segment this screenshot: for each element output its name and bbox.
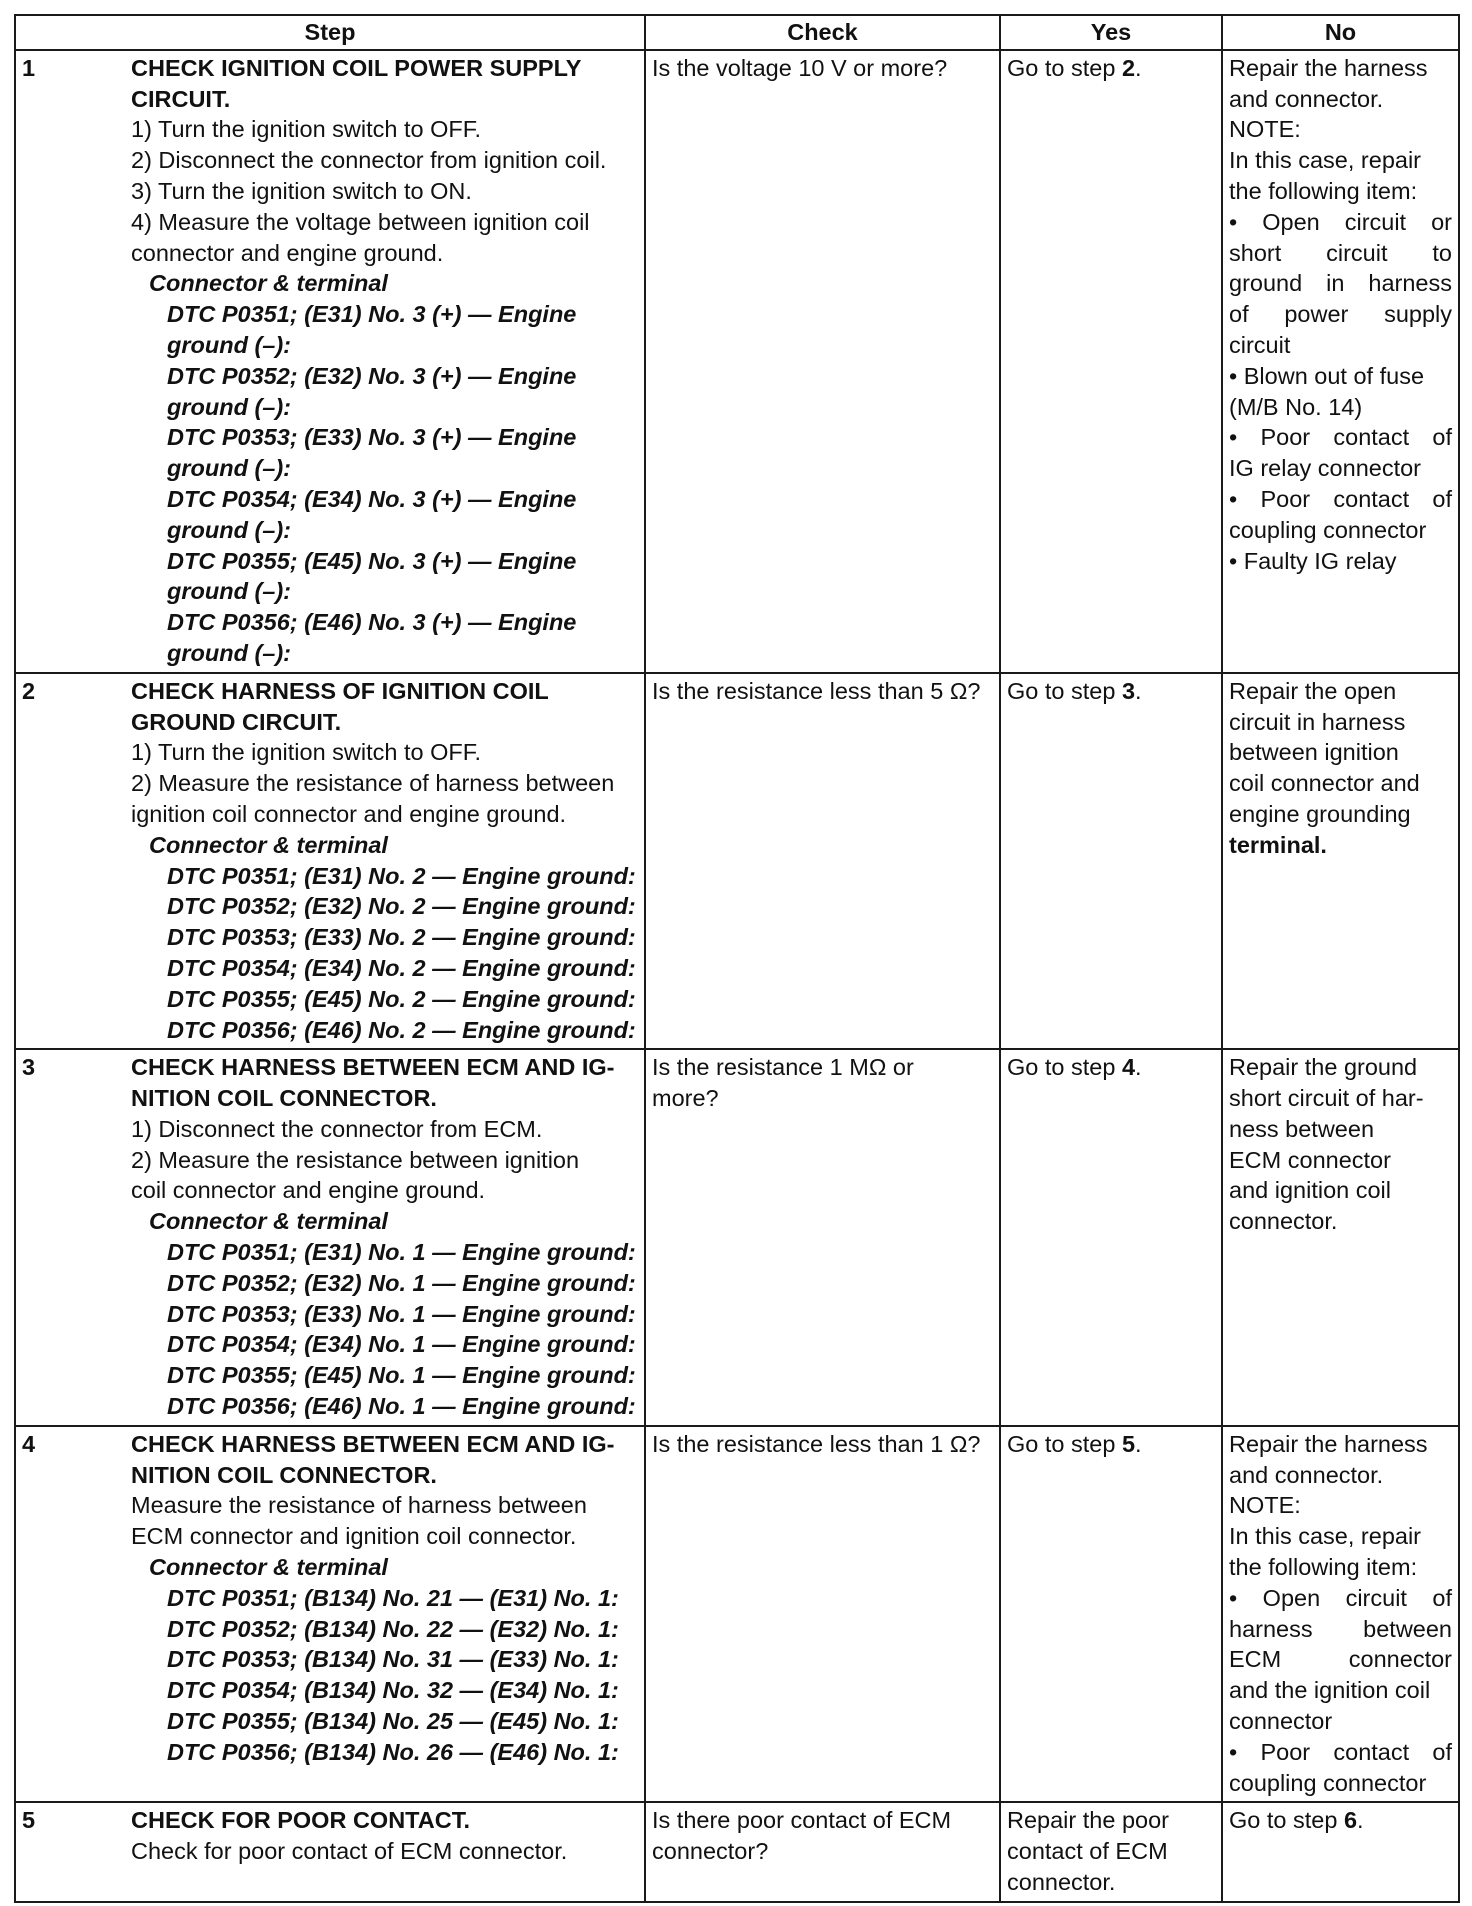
no-line: • Blown out of fuse: [1229, 362, 1425, 389]
check-cell: [645, 1049, 1000, 1426]
no-text: Go to step: [1229, 1807, 1344, 1834]
header-row: [15, 15, 1459, 50]
table-row: [15, 673, 1459, 1050]
yes-step-number: 3: [1121, 677, 1136, 704]
yes-text: Go to step: [1007, 1054, 1122, 1081]
connector-terminal-heading: Connector & terminal: [149, 1554, 388, 1581]
no-line: In this case, repair: [1229, 1523, 1422, 1550]
yes-suffix: .: [1135, 54, 1142, 81]
dtc-line: DTC P0353; (E33) No. 2 — Engine ground:: [167, 924, 636, 951]
yes-cell: [1000, 1802, 1222, 1901]
no-line: Repair the harness: [1229, 1430, 1428, 1457]
step-instruction: 2) Disconnect the connector from ignition coil.: [131, 147, 607, 174]
step-instruction: 1) Turn the ignition switch to OFF.: [131, 739, 482, 766]
no-line: and connector.: [1229, 85, 1384, 112]
step-number: 4: [15, 1426, 125, 1803]
step-instruction: 3) Turn the ignition switch to ON.: [131, 177, 472, 204]
dtc-line: ground (–):: [167, 639, 291, 666]
no-cell: [1222, 50, 1459, 673]
no-line: of power supply: [1229, 301, 1452, 328]
dtc-line: DTC P0353; (E33) No. 3 (+) — Engine: [167, 424, 577, 451]
no-line: ECM connector: [1229, 1646, 1452, 1673]
no-cell: [1222, 1802, 1459, 1901]
no-line: ECM connector: [1229, 1146, 1391, 1173]
dtc-line: DTC P0352; (E32) No. 2 — Engine ground:: [167, 893, 636, 920]
connector-terminal-heading: Connector & terminal: [149, 831, 388, 858]
yes-suffix: .: [1135, 1054, 1142, 1081]
step-title: CHECK IGNITION COIL POWER SUPPLY: [131, 54, 582, 81]
step-title: NITION COIL CONNECTOR.: [131, 1085, 437, 1112]
dtc-line: ground (–):: [167, 331, 291, 358]
step-cell: [125, 50, 645, 673]
yes-step-number: 2: [1121, 54, 1136, 81]
dtc-line: DTC P0351; (E31) No. 3 (+) — Engine: [167, 301, 577, 328]
no-line: coil connector and: [1229, 770, 1420, 797]
table-row: [15, 50, 1459, 673]
step-title: CHECK HARNESS BETWEEN ECM AND IG-: [131, 1054, 615, 1081]
yes-suffix: .: [1135, 677, 1142, 704]
no-line: NOTE:: [1229, 1492, 1301, 1519]
dtc-line: DTC P0356; (E46) No. 2 — Engine ground:: [167, 1016, 636, 1043]
no-line: and connector.: [1229, 1461, 1384, 1488]
header-check: Check: [645, 15, 1000, 50]
check-line: Is the resistance 1 MΩ or: [652, 1054, 914, 1081]
no-line: coupling connector: [1229, 516, 1427, 543]
no-line: IG relay connector: [1229, 455, 1422, 482]
check-line: more?: [652, 1085, 719, 1112]
yes-line: Repair the poor: [1007, 1807, 1169, 1834]
dtc-line: DTC P0351; (E31) No. 1 — Engine ground:: [167, 1239, 636, 1266]
no-line: engine grounding: [1229, 800, 1411, 827]
no-suffix: .: [1357, 1807, 1364, 1834]
step-instruction: ignition coil connector and engine ground.: [131, 800, 567, 827]
no-line: the following item:: [1229, 1554, 1418, 1581]
yes-cell: [1000, 1426, 1222, 1803]
no-line: harness between: [1229, 1615, 1452, 1642]
check-cell: Is the voltage 10 V or more?: [645, 50, 1000, 673]
no-line: the following item:: [1229, 177, 1418, 204]
no-cell: [1222, 1426, 1459, 1803]
dtc-line: ground (–):: [167, 516, 291, 543]
step-title: CHECK HARNESS OF IGNITION COIL: [131, 677, 549, 704]
header-yes: Yes: [1000, 15, 1222, 50]
check-line: connector?: [652, 1838, 769, 1865]
dtc-line: ground (–):: [167, 393, 291, 420]
yes-cell: [1000, 673, 1222, 1050]
no-line: short circuit to: [1229, 239, 1452, 266]
check-cell: [645, 1802, 1000, 1901]
dtc-line: DTC P0355; (B134) No. 25 — (E45) No. 1:: [167, 1708, 619, 1735]
table-row: [15, 1802, 1459, 1901]
no-line: In this case, repair: [1229, 147, 1422, 174]
no-line: and the ignition coil: [1229, 1677, 1431, 1704]
dtc-line: DTC P0355; (E45) No. 1 — Engine ground:: [167, 1362, 636, 1389]
yes-text: Go to step: [1007, 1430, 1122, 1457]
dtc-line: DTC P0354; (E34) No. 2 — Engine ground:: [167, 954, 636, 981]
step-instruction: 4) Measure the voltage between ignition coil: [131, 208, 590, 235]
yes-text: Go to step: [1007, 54, 1122, 81]
no-step-number: 6: [1343, 1807, 1358, 1834]
step-instruction: ECM connector and ignition coil connector.: [131, 1523, 577, 1550]
no-line: terminal.: [1229, 831, 1327, 858]
dtc-line: DTC P0351; (B134) No. 21 — (E31) No. 1:: [167, 1584, 619, 1611]
no-line: short circuit of har-: [1229, 1085, 1424, 1112]
no-line: between ignition: [1229, 739, 1399, 766]
no-line: circuit in harness: [1229, 708, 1406, 735]
no-line: connector.: [1229, 1208, 1338, 1235]
connector-terminal-heading: Connector & terminal: [149, 1208, 388, 1235]
no-line: NOTE:: [1229, 116, 1301, 143]
step-title: CHECK FOR POOR CONTACT.: [131, 1807, 471, 1834]
yes-cell: [1000, 50, 1222, 673]
header-no: No: [1222, 15, 1459, 50]
no-line: Repair the harness: [1229, 54, 1428, 81]
step-instruction: connector and engine ground.: [131, 239, 444, 266]
dtc-line: DTC P0355; (E45) No. 2 — Engine ground:: [167, 985, 636, 1012]
step-title: CHECK HARNESS BETWEEN ECM AND IG-: [131, 1430, 615, 1457]
no-line: ness between: [1229, 1115, 1375, 1142]
step-instruction: 2) Measure the resistance between ignition: [131, 1146, 580, 1173]
yes-cell: [1000, 1049, 1222, 1426]
dtc-line: DTC P0356; (E46) No. 1 — Engine ground:: [167, 1393, 636, 1420]
step-instruction: 1) Disconnect the connector from ECM.: [131, 1115, 543, 1142]
yes-step-number: 5: [1121, 1430, 1136, 1457]
dtc-line: DTC P0354; (E34) No. 1 — Engine ground:: [167, 1331, 636, 1358]
dtc-line: DTC P0352; (E32) No. 3 (+) — Engine: [167, 362, 577, 389]
no-line: • Open circuit of: [1229, 1584, 1452, 1611]
step-cell: [125, 1426, 645, 1803]
no-line: Repair the ground: [1229, 1054, 1418, 1081]
dtc-line: DTC P0352; (B134) No. 22 — (E32) No. 1:: [167, 1615, 619, 1642]
step-number: 2: [15, 673, 125, 1050]
no-line: • Poor contact of: [1229, 485, 1452, 512]
step-instruction: Measure the resistance of harness between: [131, 1492, 587, 1519]
connector-terminal-heading: Connector & terminal: [149, 270, 388, 297]
no-cell: [1222, 673, 1459, 1050]
step-number: 5: [15, 1802, 125, 1901]
dtc-line: DTC P0351; (E31) No. 2 — Engine ground:: [167, 862, 636, 889]
yes-line: contact of ECM: [1007, 1838, 1168, 1865]
step-title: GROUND CIRCUIT.: [131, 708, 342, 735]
yes-line: connector.: [1007, 1869, 1116, 1896]
no-line: circuit: [1229, 331, 1291, 358]
no-line: • Open circuit or: [1229, 208, 1452, 235]
check-cell: Is the resistance less than 1 Ω?: [645, 1426, 1000, 1803]
no-cell: [1222, 1049, 1459, 1426]
dtc-line: DTC P0354; (E34) No. 3 (+) — Engine: [167, 485, 577, 512]
dtc-line: DTC P0354; (B134) No. 32 — (E34) No. 1:: [167, 1677, 619, 1704]
step-instruction: 2) Measure the resistance of harness between: [131, 770, 615, 797]
no-line: and ignition coil: [1229, 1177, 1391, 1204]
check-cell: Is the resistance less than 5 Ω?: [645, 673, 1000, 1050]
step-cell: [125, 1049, 645, 1426]
no-line: • Poor contact of: [1229, 1738, 1452, 1765]
table-row: [15, 1426, 1459, 1803]
step-instruction: Check for poor contact of ECM connector.: [131, 1838, 568, 1865]
step-title: CIRCUIT.: [131, 85, 231, 112]
no-line: ground in harness: [1229, 270, 1452, 297]
dtc-line: DTC P0353; (B134) No. 31 — (E33) No. 1:: [167, 1646, 619, 1673]
check-line: Is there poor contact of ECM: [652, 1807, 952, 1834]
dtc-line: DTC P0356; (E46) No. 3 (+) — Engine: [167, 609, 577, 636]
dtc-line: ground (–):: [167, 455, 291, 482]
dtc-line: ground (–):: [167, 578, 291, 605]
table-row: [15, 1049, 1459, 1426]
no-line: coupling connector: [1229, 1769, 1427, 1796]
diagnostic-table: [14, 14, 1460, 1903]
step-title: NITION COIL CONNECTOR.: [131, 1461, 437, 1488]
step-number: 1: [15, 50, 125, 673]
dtc-line: DTC P0355; (E45) No. 3 (+) — Engine: [167, 547, 577, 574]
yes-text: Go to step: [1007, 677, 1122, 704]
step-instruction: 1) Turn the ignition switch to OFF.: [131, 116, 482, 143]
step-instruction: coil connector and engine ground.: [131, 1177, 486, 1204]
no-line: connector: [1229, 1708, 1333, 1735]
step-number: 3: [15, 1049, 125, 1426]
no-line: • Faulty IG relay: [1229, 547, 1397, 574]
header-step: Step: [15, 15, 645, 50]
step-cell: [125, 1802, 645, 1901]
no-line: Repair the open: [1229, 677, 1397, 704]
dtc-line: DTC P0356; (B134) No. 26 — (E46) No. 1:: [167, 1738, 619, 1765]
step-cell: [125, 673, 645, 1050]
yes-step-number: 4: [1121, 1054, 1136, 1081]
dtc-line: DTC P0352; (E32) No. 1 — Engine ground:: [167, 1269, 636, 1296]
no-line: (M/B No. 14): [1229, 393, 1363, 420]
no-line: • Poor contact of: [1229, 424, 1452, 451]
yes-suffix: .: [1135, 1430, 1142, 1457]
dtc-line: DTC P0353; (E33) No. 1 — Engine ground:: [167, 1300, 636, 1327]
